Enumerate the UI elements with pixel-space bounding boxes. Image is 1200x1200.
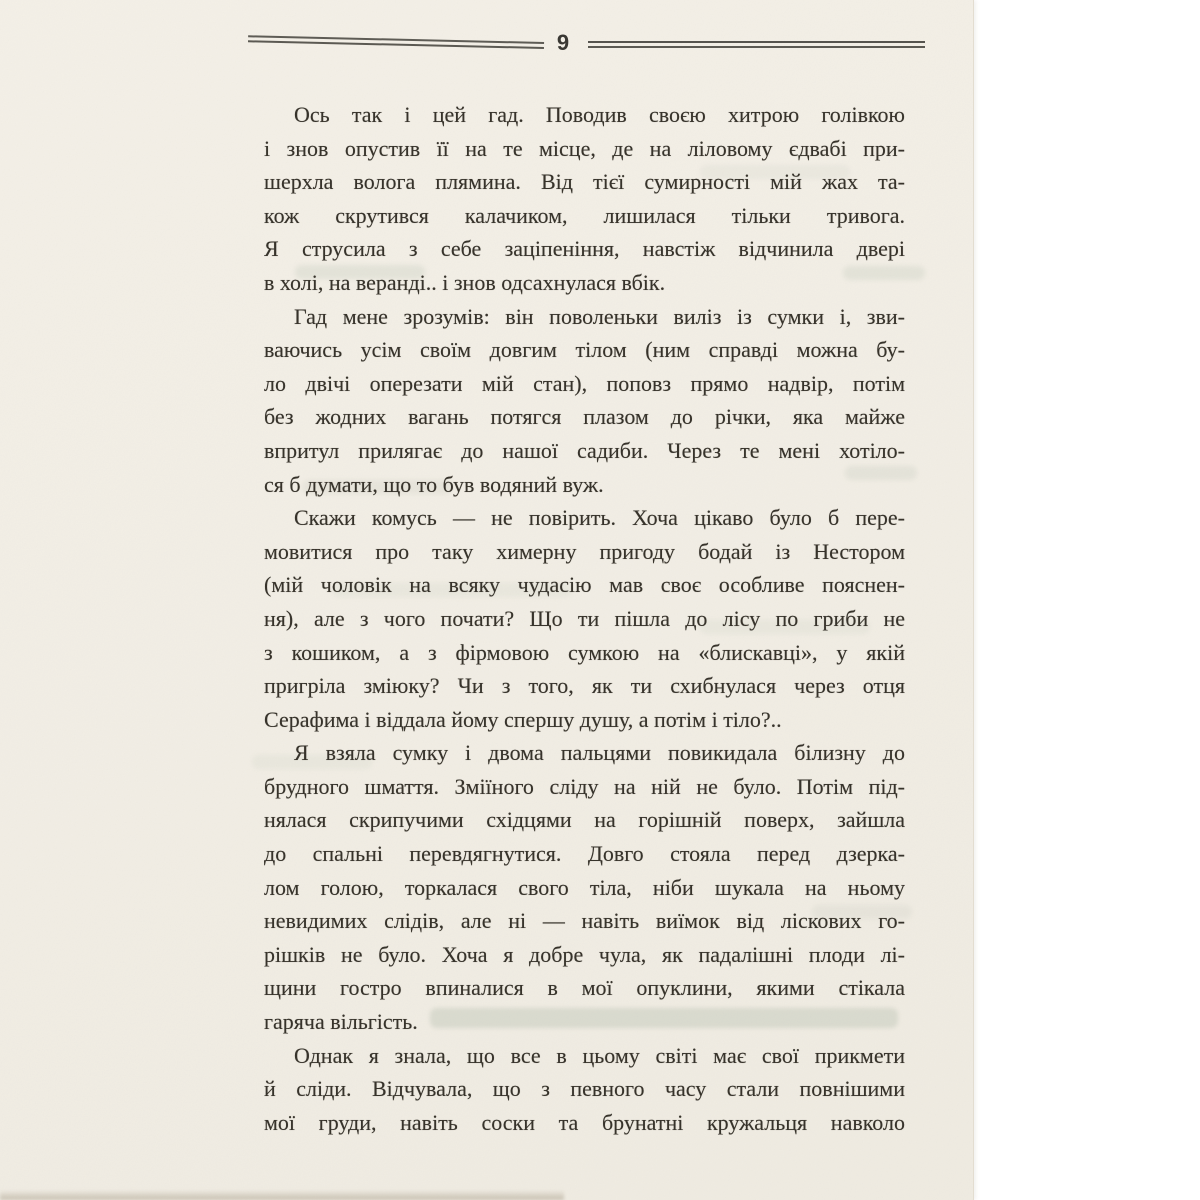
text-line: шерхла волога плямина. Від тієї сумирності мій жах та- — [264, 169, 905, 195]
text-line: (мій чоловік на всяку чудасію мав своє особливе пояснен- — [264, 572, 905, 598]
text-line: до спальні перевдягнутися. Довго стояла перед дзерка- — [264, 841, 905, 867]
text-line: в холі, на веранді.. і знов одсахнулася вбік. — [264, 269, 666, 295]
text-line: Ось так і цей гад. Поводив своєю хитрою голівкою — [294, 102, 905, 127]
page-header — [0, 0, 973, 70]
text-line: нялася скрипучими східцями на горішній поверх, зайшла — [264, 807, 905, 833]
text-line: без жодних вагань потягся плазом до річки, яка майже — [264, 404, 905, 430]
header-rule-right — [588, 41, 925, 48]
text-line: ня), але з чого почати? Що ти пішла до лісу по гриби не — [264, 605, 905, 631]
text-line: лом голою, торкалася свого тіла, ніби шукала на ньому — [264, 874, 905, 900]
header-rule-left — [248, 35, 544, 49]
text-line: впритул прилягає до нашої садиби. Через те мені хотіло- — [264, 437, 905, 463]
text-line: Я взяла сумку і двома пальцями повикидала білизну до — [294, 740, 905, 766]
text-line: кож скрутився калачиком, лишилася тільки тривога. — [264, 202, 905, 228]
text-line: з кошиком, а з фірмовою сумкою на «блискавці», у якій — [264, 639, 905, 665]
text-line: Я струсила з себе заціпеніння, навстіж відчинила двері — [264, 236, 905, 262]
text-line: й сліди. Відчувала, що з певного часу стали повнішими — [264, 1076, 905, 1102]
text-line: і знов опустив її на те місце, де на ліловому єдвабі при- — [264, 135, 905, 161]
page-edge-shadow — [0, 1190, 564, 1200]
text-line: ся б думати, що то був водяний вуж. — [264, 471, 604, 497]
text-line: брудного шмаття. Зміїного сліду на ній не було. Потім під- — [264, 773, 905, 799]
text-line: ваючись усім своїм довгим тілом (ним справді можна бу- — [264, 337, 905, 363]
text-line: щини гостро впиналися в мої опуклини, якими стікала — [264, 975, 905, 1001]
text-line: пригріла зміюку? Чи з того, як ти схибнулася через отця — [264, 673, 905, 699]
text-block — [264, 98, 905, 1139]
text-line: невидимих слідів, але ні — навіть виїмок від ліскових го- — [264, 908, 905, 934]
text-line: мої груди, навіть соски та брунатні кружальця навколо — [264, 1109, 905, 1135]
text-line: Скажи комусь — не повірить. Хоча цікаво було б пере- — [294, 505, 905, 531]
page-number: 9 — [556, 30, 570, 55]
text-line: гаряча вільгість. — [264, 1009, 418, 1035]
text-line: ло двічі оперезати мій стан), поповз прямо надвір, потім — [264, 370, 905, 396]
text-line: Серафима і віддала йому спершу душу, а потім і тіло?.. — [264, 706, 782, 732]
text-line: Однак я знала, що все в цьому світі має свої прикмети — [294, 1042, 905, 1068]
text-line: Гад мене зрозумів: він поволеньки виліз із сумки і, зви- — [294, 303, 905, 329]
text-line: рішків не було. Хоча я добре чула, як падалішні плоди лі- — [264, 941, 905, 967]
text-line: мовитися про таку химерну пригоду бодай із Нестором — [264, 538, 905, 564]
